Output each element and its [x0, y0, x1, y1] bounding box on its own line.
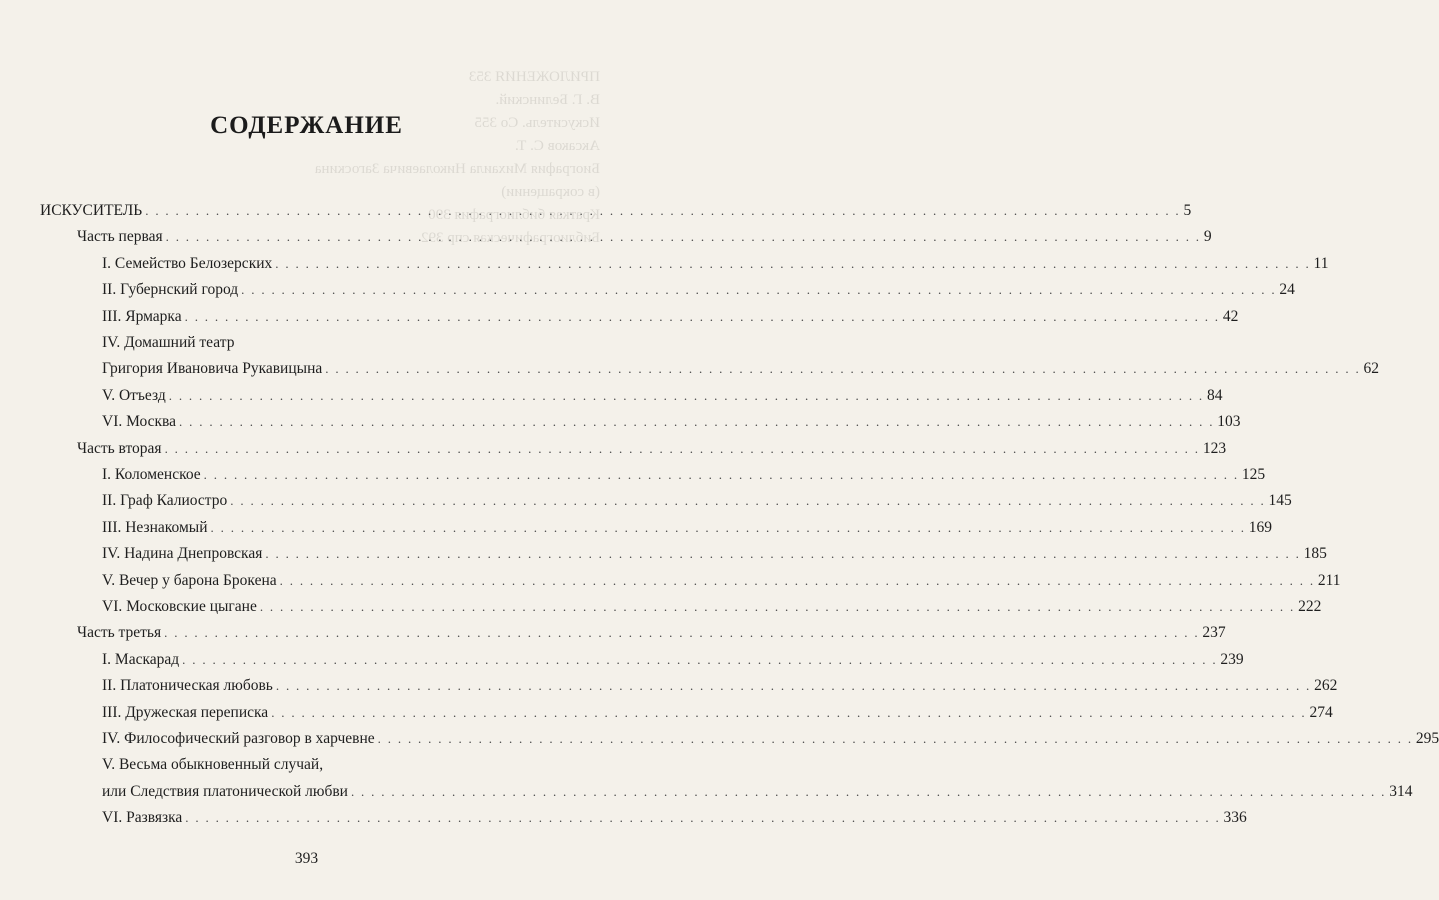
toc-entry-title: V. Отъезд [102, 386, 166, 404]
dot-leader [378, 726, 1413, 752]
dot-leader [276, 673, 1311, 699]
toc-entry[interactable] [102, 779, 1413, 805]
toc-entry-title: III. Незнакомый [102, 518, 208, 536]
toc-entry-title: Часть первая [77, 228, 163, 246]
bleed-through-line: В. Г. Белинский. [495, 92, 600, 108]
toc-entry-title: V. Весьма обыкновенный случай, [102, 756, 324, 774]
page-number: 393 [294, 850, 319, 867]
toc-page-number: 169 [1248, 518, 1273, 536]
bleed-through-line: Краткая библиография 390 [428, 207, 600, 223]
toc-page-number: 237 [1202, 624, 1226, 642]
toc-page-number: 123 [1202, 439, 1227, 457]
toc-entry-title: IV. Надина Днепровская [102, 545, 263, 563]
toc-page-number: 103 [1217, 413, 1241, 431]
toc-page-number: 222 [1298, 598, 1322, 615]
toc-page-number: 62 [1363, 360, 1379, 378]
toc-entry-title: I. Маскарад [102, 650, 180, 668]
toc-entry-title: VI. Москва [102, 413, 177, 431]
toc-entry-title: I. Семейство Белозерских [102, 254, 273, 272]
toc-page-number: 185 [1303, 545, 1327, 563]
dot-leader [265, 541, 1300, 567]
toc-entry-title: Часть третья [77, 624, 162, 642]
toc-page-number: 42 [1222, 307, 1239, 325]
dot-leader [166, 224, 1201, 250]
toc-entry[interactable] [102, 726, 1439, 752]
dot-leader [165, 436, 1200, 462]
toc-entry-title: IV. Домашний театр [102, 334, 235, 351]
bleed-through-line: Аксаков С. Т. [514, 138, 600, 154]
toc-entry[interactable] [102, 356, 1379, 382]
toc-entry-title: III. Дружеская переписка [102, 703, 269, 721]
toc-entry[interactable] [77, 436, 1227, 462]
toc-entry[interactable] [102, 277, 1295, 303]
dot-leader [185, 805, 1220, 831]
toc-entry[interactable] [102, 673, 1338, 699]
toc-entry[interactable] [102, 488, 1292, 514]
dot-leader [211, 515, 1246, 541]
dot-leader [325, 356, 1360, 382]
dot-leader [169, 383, 1204, 409]
toc-entry[interactable] [102, 515, 1273, 541]
toc-entry[interactable] [102, 541, 1327, 567]
toc-entry-title: VI. Развязка [102, 809, 183, 827]
toc-entry[interactable] [102, 647, 1244, 673]
dot-leader [185, 304, 1220, 330]
toc-entry-continuation: Григория Ивановича Рукавицына [102, 360, 323, 378]
toc-entry-title: VI. Московские цыгане [102, 598, 257, 615]
toc-page-number: 336 [1223, 809, 1247, 827]
toc-page-number: 295 [1415, 730, 1439, 747]
toc-entry[interactable] [102, 700, 1333, 726]
dot-leader [164, 620, 1199, 646]
toc-entry-continuation: или Следствия платонической любви [102, 782, 348, 800]
toc-page-number: 5 [1183, 202, 1192, 219]
dot-leader [230, 488, 1265, 514]
toc-page-number: 314 [1389, 782, 1413, 800]
toc-entry-title: V. Вечер у барона Брокена [102, 571, 277, 589]
toc-page-number: 145 [1268, 492, 1292, 510]
dot-leader [260, 594, 1295, 620]
toc-page-number: 9 [1203, 228, 1212, 246]
bleed-through-line: Библиографическая спр 392 [420, 230, 600, 246]
dot-leader [275, 251, 1310, 277]
dot-leader [179, 409, 1214, 435]
toc-entry-title: IV. Философический разговор в харчевне [102, 730, 375, 747]
toc-entry[interactable] [102, 409, 1241, 435]
toc-page-number: 24 [1279, 281, 1295, 299]
toc-page-number: 239 [1220, 650, 1244, 668]
toc-entry[interactable] [102, 805, 1247, 831]
toc-entry-title: Часть вторая [77, 439, 162, 457]
toc-entry[interactable] [40, 198, 1192, 224]
toc-page-number: 84 [1206, 386, 1223, 404]
toc-entry-title: III. Ярмарка [102, 307, 182, 325]
bleed-through-line: Искуситель. Со 355 [474, 115, 600, 131]
toc-entry-title: II. Платоническая любовь [102, 677, 273, 695]
toc-entry[interactable] [102, 383, 1223, 409]
dot-leader [280, 568, 1315, 594]
toc-entry[interactable] [102, 251, 1329, 277]
toc-page-number: 211 [1317, 571, 1341, 589]
bleed-through-line: (в сокращении) [501, 184, 600, 200]
toc-page-number: 125 [1241, 466, 1266, 483]
toc-entry-title: II. Губернский город [102, 281, 239, 299]
toc-entry[interactable] [102, 568, 1341, 594]
dot-leader [145, 198, 1180, 224]
dot-leader [182, 647, 1217, 673]
bleed-through-line: ПРИЛОЖЕНИЯ 353 [468, 69, 600, 85]
toc-page-number: 262 [1314, 677, 1338, 695]
toc-entry-title: II. Граф Калиостро [102, 492, 228, 510]
bleed-through-line: Биография Михаила Николаевича Загоскина [314, 161, 600, 177]
toc-entry[interactable] [102, 304, 1239, 330]
toc-entry-title: I. Коломенское [102, 466, 201, 483]
dot-leader [351, 779, 1386, 805]
toc-entry[interactable] [77, 620, 1226, 646]
dot-leader [204, 462, 1239, 488]
dot-leader [271, 700, 1306, 726]
toc-page-number: 274 [1309, 703, 1333, 721]
toc-entry[interactable] [77, 224, 1212, 250]
toc-entry[interactable] [102, 462, 1266, 488]
toc-entry[interactable] [102, 594, 1322, 620]
page-title: СОДЕРЖАНИЕ [210, 112, 403, 139]
toc-entry-title: ИСКУСИТЕЛЬ [40, 202, 143, 219]
dot-leader [241, 277, 1276, 303]
toc-page-number: 11 [1313, 254, 1329, 272]
